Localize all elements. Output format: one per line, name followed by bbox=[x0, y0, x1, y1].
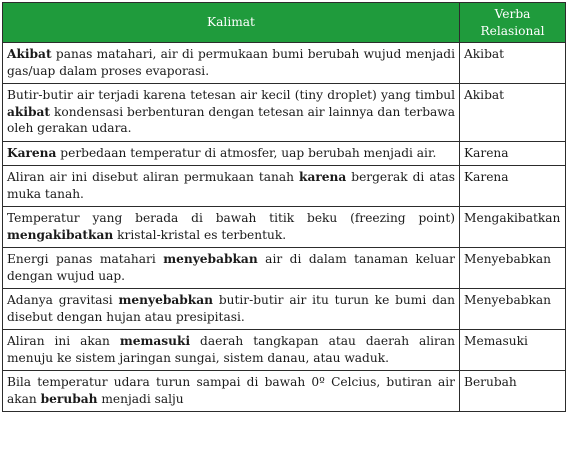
table-body bbox=[3, 43, 566, 412]
sentence-text: Bila temperatur udara turun sampai di bawah 0º Celcius, butiran air akan bbox=[7, 375, 455, 406]
sentence-text: Temperatur yang berada di bawah titik beku (freezing point) bbox=[7, 211, 455, 225]
table-row bbox=[3, 207, 566, 248]
verb-cell: Mengakibatkan bbox=[460, 207, 566, 248]
sentence-text: bergerak di atas muka tanah. bbox=[7, 170, 455, 201]
sentence-text: kristal-kristal es terbentuk. bbox=[113, 227, 287, 242]
verb-cell: Menyebabkan bbox=[460, 289, 566, 330]
header-verba-line1: Verba bbox=[494, 7, 531, 21]
sentence-verb-bold: menyebabkan bbox=[163, 252, 258, 266]
sentence-cell bbox=[3, 84, 460, 142]
table-row bbox=[3, 43, 566, 84]
table-row bbox=[3, 248, 566, 289]
sentence-cell bbox=[3, 289, 460, 330]
sentence-text: butir-butir air itu turun ke bumi dan disebut dengan hujan atau presipitasi. bbox=[7, 293, 455, 324]
header-row bbox=[3, 3, 566, 43]
table-row bbox=[3, 330, 566, 371]
sentence-verb-bold: akibat bbox=[7, 104, 51, 119]
verb-cell: Akibat bbox=[460, 84, 566, 142]
sentence-cell bbox=[3, 248, 460, 289]
sentence-verb-bold: mengakibatkan bbox=[7, 227, 114, 242]
sentence-cell bbox=[3, 141, 460, 166]
sentence-cell bbox=[3, 43, 460, 84]
sentence-verb-bold: Akibat bbox=[7, 47, 52, 61]
table-row bbox=[3, 166, 566, 207]
sentence-verb-bold: karena bbox=[299, 170, 347, 184]
sentence-verb-bold: memasuki bbox=[119, 334, 191, 348]
sentence-verb-bold: menyebabkan bbox=[118, 293, 214, 307]
sentence-text: panas matahari, air di permukaan bumi berubah wujud menjadi gas/uap dalam proses evaporasi. bbox=[7, 47, 455, 78]
table-row bbox=[3, 289, 566, 330]
sentence-text: kondensasi berbenturan dengan tetesan air lainnya dan terbawa oleh gerakan udara. bbox=[7, 104, 455, 135]
verb-cell: Menyebabkan bbox=[460, 248, 566, 289]
sentence-text: Adanya gravitasi bbox=[7, 293, 119, 307]
sentence-text: perbedaan temperatur di atmosfer, uap berubah menjadi air. bbox=[56, 145, 437, 160]
sentence-text: Aliran air ini disebut aliran permukaan tanah bbox=[7, 170, 300, 184]
sentence-cell bbox=[3, 207, 460, 248]
sentence-text: Energi panas matahari bbox=[7, 252, 164, 266]
verb-cell: Karena bbox=[460, 141, 566, 166]
verb-table bbox=[2, 2, 566, 412]
sentence-verb-bold: Karena bbox=[7, 145, 57, 160]
verb-cell: Karena bbox=[460, 166, 566, 207]
verb-cell: Berubah bbox=[460, 371, 566, 412]
sentence-text: menjadi salju bbox=[97, 391, 184, 406]
sentence-text: daerah tangkapan atau daerah aliran menuju ke sistem jaringan sungai, sistem danau, atau waduk. bbox=[7, 334, 456, 365]
header-verba-relasional bbox=[460, 3, 566, 43]
verb-cell: Akibat bbox=[460, 43, 566, 84]
sentence-text: Butir-butir air terjadi karena tetesan air kecil (tiny droplet) yang timbul bbox=[7, 88, 455, 102]
table-row bbox=[3, 84, 566, 142]
table-row bbox=[3, 141, 566, 166]
sentence-cell bbox=[3, 371, 460, 412]
header-verba-line2: Relasional bbox=[480, 23, 545, 38]
sentence-cell bbox=[3, 330, 460, 371]
sentence-text: air di dalam tanaman keluar dengan wujud uap. bbox=[7, 252, 455, 283]
sentence-text: Aliran ini akan bbox=[7, 334, 120, 348]
verb-cell: Memasuki bbox=[460, 330, 566, 371]
sentence-cell bbox=[3, 166, 460, 207]
header-kalimat: Kalimat bbox=[3, 3, 460, 43]
table-row bbox=[3, 371, 566, 412]
sentence-verb-bold: berubah bbox=[40, 391, 98, 406]
